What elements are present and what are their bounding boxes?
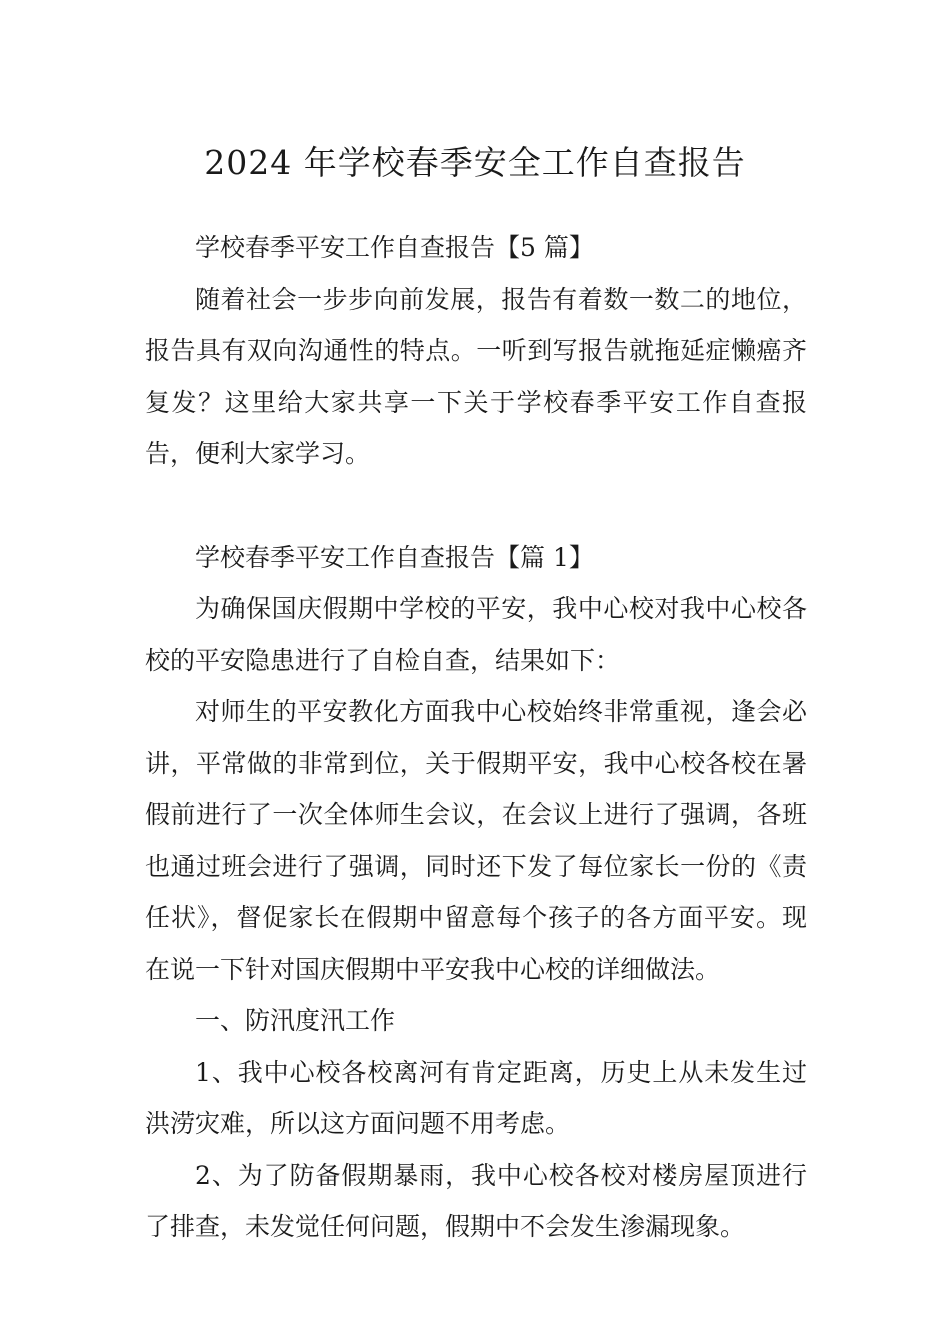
body-paragraph: 对师生的平安教化方面我中心校始终非常重视，逢会必讲，平常做的非常到位，关于假期平安，我中心校各校在暑假前进行了一次全体师生会议，在会议上进行了强调，各班也通过班会进行了强调，同时还下发了每位家长一份的《责任状》，督促家长在假期中留意每个孩子的各方面平安。现在说一下针对国庆假期中平安我中心校的详细做法。 [145, 697, 807, 984]
list-item: 1、我中心校各校离河有肯定距离，历史上从未发生过洪涝灾难，所以这方面问题不用考虑。 [145, 1057, 807, 1138]
subsection-heading: 一、防汛度汛工作 [195, 1006, 396, 1035]
body-paragraph: 为确保国庆假期中学校的平安，我中心校对我中心校各校的平安隐患进行了自检自查，结果如下： [145, 594, 807, 675]
document-title: 2024 年学校春季安全工作自查报告 [204, 143, 746, 182]
list-item: 2、为了防备假期暴雨，我中心校各校对楼房屋顶进行了排查，未发觉任何问题，假期中不会发生渗漏现象。 [145, 1160, 807, 1241]
section-heading: 学校春季平安工作自查报告【篇 1】 [195, 542, 594, 572]
subtitle-heading: 学校春季平安工作自查报告【5 篇】 [195, 233, 594, 262]
paragraph-spacer [145, 480, 807, 532]
intro-paragraph: 随着社会一步步向前发展，报告有着数一数二的地位，报告具有双向沟通性的特点。一听到写报告就拖延症懒癌齐复发？这里给大家共享一下关于学校春季平安工作自查报告，便利大家学习。 [145, 284, 807, 468]
document-body [145, 222, 807, 1253]
